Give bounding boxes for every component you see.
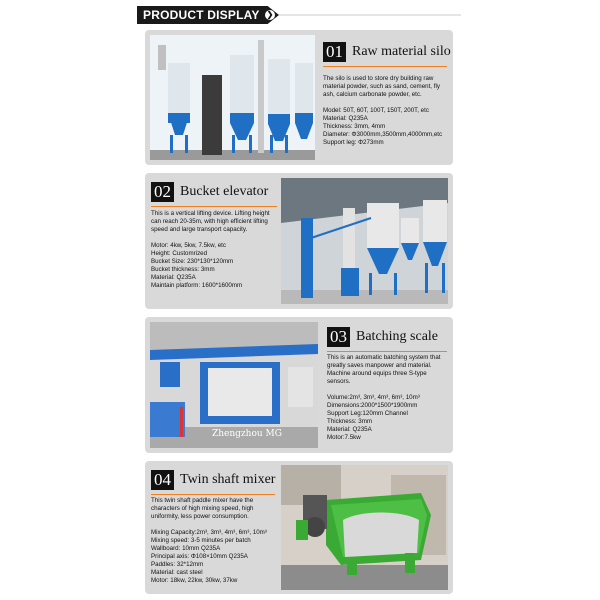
mixer-title — [151, 470, 275, 490]
spec-line: Bucket thickness: 3mm — [151, 266, 215, 273]
spec-line: Diameter: Φ3000mm,3500mm,4000mm,etc — [323, 131, 443, 138]
spec-line: Volume:2m³, 3m³, 4m³, 6m³, 10m³ — [327, 394, 420, 401]
chevron-icon: ❯ — [266, 10, 274, 19]
watermark: Zhengzhou MG — [212, 429, 282, 439]
elevator-photo — [281, 178, 448, 304]
section-description: This twin shaft paddle mixer have the characters of high mixing speed, high uniformity, less power consumption. — [151, 497, 254, 520]
spec-line: Thickness: 3mm — [327, 418, 373, 425]
title-underline — [151, 206, 277, 207]
section-description: This is an automatic batching system that greatly saves manpower and material. Machine around equips three S-type sensors. — [327, 354, 441, 385]
spec-line: Material: Q235A — [151, 274, 196, 281]
section-description: The silo is used to store dry building raw material powder, such as sand, cement, fly ash, calcium carbonate powder, etc. — [323, 75, 440, 98]
section-title: Raw material silo — [352, 44, 451, 59]
section-title: Twin shaft mixer — [180, 472, 276, 487]
elevator-title — [151, 182, 268, 202]
section-number: 04 — [151, 470, 174, 490]
spec-line: Model: 50T, 60T, 100T, 150T, 200T, etc — [323, 107, 429, 114]
section-number: 03 — [327, 327, 350, 347]
spec-line: Mixing speed: 3-5 minutes per batch — [151, 537, 251, 544]
spec-line: Height: Customrized — [151, 250, 208, 257]
silo-photo — [150, 35, 315, 160]
product-display-header — [137, 6, 461, 24]
spec-line: Motor: 4kw, 5kw, 7.5kw, etc — [151, 242, 226, 249]
section-description: This is a vertical lifting device. Lifting height can reach 20-35m, with high efficient lifting speed and large transport capacity. — [151, 210, 270, 233]
spec-line: Support Leg:120mm Channel — [327, 410, 408, 417]
header-title: PRODUCT DISPLAY — [143, 8, 260, 22]
title-underline — [327, 351, 447, 352]
section-twin-shaft-mixer — [145, 461, 453, 594]
batching-title — [327, 327, 438, 347]
spec-line: Bucket Size: 230*130*120mm — [151, 258, 234, 265]
section-raw-material-silo — [145, 30, 453, 165]
spec-line: Principal axis: Φ108×10mm Q235A — [151, 553, 248, 560]
spec-line: Paddles: 32*12mm — [151, 561, 204, 568]
batching-text — [327, 354, 449, 442]
section-number: 01 — [323, 42, 346, 62]
section-title: Bucket elevator — [180, 184, 269, 199]
elevator-text — [151, 210, 279, 290]
mixer-text — [151, 497, 279, 585]
spec-line: Material: Q235A — [327, 426, 372, 433]
silo-title — [323, 42, 451, 62]
section-bucket-elevator — [145, 173, 453, 309]
spec-line: Material: Q235A — [323, 115, 368, 122]
silo-text — [323, 75, 449, 147]
spec-line: Mixing Capacity:2m³, 3m³, 4m³, 6m³, 10m³ — [151, 529, 267, 536]
spec-line: Maintain platform: 1600*1600mm — [151, 282, 243, 289]
section-number: 02 — [151, 182, 174, 202]
header-divider — [279, 14, 461, 16]
spec-line: Wallboard: 10mm Q235A — [151, 545, 221, 552]
section-batching-scale — [145, 317, 453, 453]
spec-line: Motor: 18kw, 22kw, 30kw, 37kw — [151, 577, 238, 584]
title-underline — [323, 66, 447, 67]
spec-line: Material: cast steel — [151, 569, 203, 576]
spec-line: Motor:7.5kw — [327, 434, 361, 441]
section-title: Batching scale — [356, 329, 439, 344]
title-underline — [151, 494, 275, 495]
spec-line: Dimensions:2000*1500*1900mm — [327, 402, 418, 409]
spec-line: Thickness: 3mm, 4mm — [323, 123, 386, 130]
spec-line: Support leg: Φ273mm — [323, 139, 384, 146]
mixer-photo — [281, 465, 448, 590]
batching-scale-photo — [150, 322, 318, 448]
